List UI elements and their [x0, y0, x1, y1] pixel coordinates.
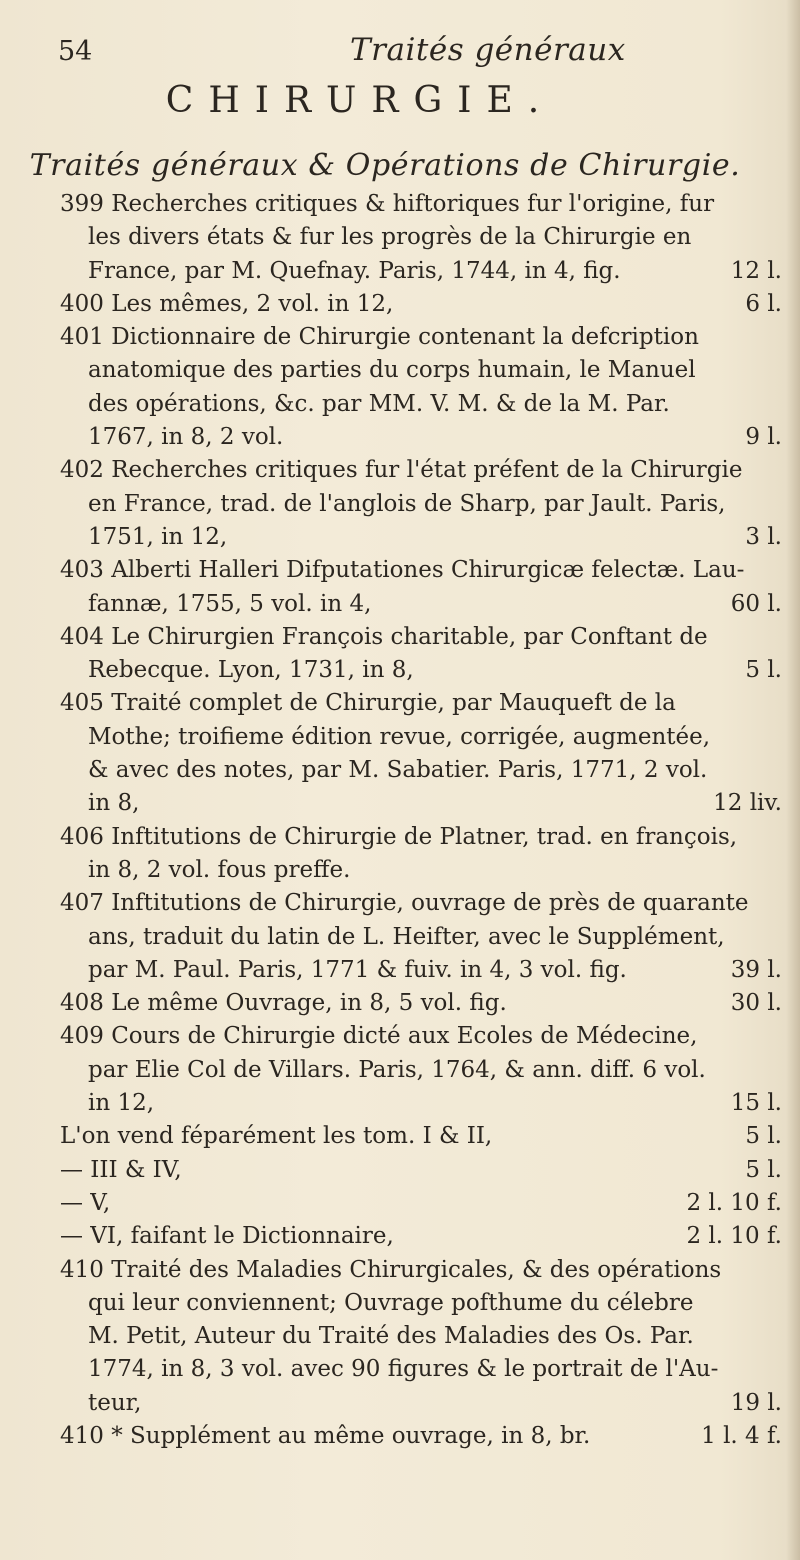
entry-text: 409 Cours de Chirurgie dicté aux Ecoles de Médecine, [60, 1023, 698, 1050]
entry-line [60, 321, 782, 354]
entry-line [60, 288, 782, 321]
entry-line [60, 554, 782, 587]
entry-text: in 8, [88, 790, 140, 817]
entry-line [60, 1353, 782, 1386]
entry-text: 405 Traité complet de Chirurgie, par Mauqueft de la [60, 690, 676, 717]
entry-text: par M. Paul. Paris, 1771 & fuiv. in 4, 3 vol. fig. [88, 956, 627, 983]
entry-text: & avec des notes, par M. Sabatier. Paris, 1771, 2 vol. [88, 757, 708, 784]
section-subtitle: Traités généraux & Opérations de Chirurgie. [29, 148, 741, 183]
entry-line [60, 354, 782, 387]
entry-line [60, 954, 782, 987]
entry-text: 401 Dictionnaire de Chirurgie contenant la defcription [60, 324, 699, 351]
entry-price: 12 l. [730, 257, 782, 284]
entry-price: 19 l. [730, 1389, 782, 1416]
entry-line [60, 588, 782, 621]
entry-line [60, 787, 782, 820]
entry-text: qui leur conviennent; Ouvrage pofthume du célebre [88, 1289, 694, 1316]
entry-text: — VI, faifant le Dictionnaire, [60, 1223, 394, 1250]
entry-text: in 12, [88, 1090, 155, 1117]
entry-text: 410 Traité des Maladies Chirurgicales, & des opérations [60, 1256, 722, 1283]
entry-text: Rebecque. Lyon, 1731, in 8, [88, 657, 414, 684]
catalogue-entries [60, 188, 782, 1453]
entry-text: M. Petit, Auteur du Traité des Maladies des Os. Par. [88, 1323, 694, 1350]
entry-price: 1 l. 4 f. [701, 1422, 782, 1449]
entry-line [60, 388, 782, 421]
entry-line [60, 488, 782, 521]
entry-text: 402 Recherches critiques fur l'état préfent de la Chirurgie [60, 457, 743, 484]
entry-text: 410 * Supplément au même ouvrage, in 8, br. [60, 1422, 591, 1449]
entry-text: 404 Le Chirurgien François charitable, par Conftant de [60, 623, 708, 650]
entry-text: 1774, in 8, 3 vol. avec 90 figures & le portrait de l'Au- [88, 1356, 719, 1383]
entry-line [60, 1154, 782, 1187]
entry-text: France, par M. Quefnay. Paris, 1744, in 4, fig. [88, 257, 621, 284]
entry-line [60, 421, 782, 454]
entry-line [60, 1287, 782, 1320]
entry-text: fannæ, 1755, 5 vol. in 4, [88, 590, 372, 617]
entry-line [60, 821, 782, 854]
entry-line [60, 854, 782, 887]
entry-text: 1767, in 8, 2 vol. [88, 424, 284, 451]
entry-text: 408 Le même Ouvrage, in 8, 5 vol. fig. [60, 990, 507, 1017]
entry-text: 407 Inftitutions de Chirurgie, ouvrage de près de quarante [60, 890, 749, 917]
entry-price: 3 l. [745, 523, 782, 550]
entry-line [60, 1320, 782, 1353]
entry-text: in 8, 2 vol. fous preffe. [88, 856, 351, 883]
entry-price: 9 l. [745, 424, 782, 451]
entry-text: 400 Les mêmes, 2 vol. in 12, [60, 290, 394, 317]
entry-line [60, 1087, 782, 1120]
entry-line [60, 654, 782, 687]
entry-price: 15 l. [730, 1090, 782, 1117]
entry-text: 403 Alberti Halleri Difputationes Chirurgicæ felectæ. Lau- [60, 557, 745, 584]
section-title: CHIRURGIE. [165, 80, 555, 121]
entry-text: ans, traduit du latin de L. Heifter, avec le Supplément, [88, 923, 725, 950]
entry-text: 399 Recherches critiques & hiftoriques fur l'origine, fur [60, 191, 715, 217]
entry-price: 60 l. [730, 590, 782, 617]
entry-text: — III & IV, [60, 1156, 182, 1183]
entry-line [60, 687, 782, 720]
page-header [58, 30, 778, 80]
running-title: Traités généraux [350, 32, 626, 68]
entry-line [60, 621, 782, 654]
entry-line [60, 1220, 782, 1253]
entry-text: teur, [88, 1389, 142, 1416]
entry-line [60, 754, 782, 787]
entry-price: 2 l. 10 f. [686, 1189, 782, 1216]
entry-text: des opérations, &c. par MM. V. M. & de la M. Par. [88, 390, 670, 417]
entry-text: L'on vend féparément les tom. I & II, [60, 1123, 493, 1150]
entry-text: par Elie Col de Villars. Paris, 1764, & ann. diff. 6 vol. [88, 1056, 706, 1083]
entry-text: 406 Inftitutions de Chirurgie de Platner, trad. en françois, [60, 823, 738, 850]
entry-line [60, 1387, 782, 1420]
entry-price: 12 liv. [713, 790, 782, 817]
entry-price: 5 l. [745, 1156, 782, 1183]
entry-price: 5 l. [745, 1123, 782, 1150]
entry-line [60, 188, 782, 221]
entry-price: 5 l. [745, 657, 782, 684]
entry-line [60, 1254, 782, 1287]
entry-price: 2 l. 10 f. [686, 1223, 782, 1250]
entry-text: Mothe; troifieme édition revue, corrigée, augmentée, [88, 723, 711, 750]
entry-line [60, 921, 782, 954]
entry-line [60, 1187, 782, 1220]
entry-line [60, 255, 782, 288]
entry-text: anatomique des parties du corps humain, le Manuel [88, 357, 696, 384]
entry-text: 1751, in 12, [88, 523, 228, 550]
entry-line [60, 1420, 782, 1453]
entry-line [60, 1054, 782, 1087]
entry-price: 6 l. [745, 290, 782, 317]
entry-text: — V, [60, 1189, 111, 1216]
entry-line [60, 721, 782, 754]
entry-line [60, 1120, 782, 1153]
entry-line [60, 887, 782, 920]
entry-price: 30 l. [730, 990, 782, 1017]
page-number: 54 [58, 36, 93, 67]
entry-line [60, 521, 782, 554]
entry-line [60, 221, 782, 254]
entry-line [60, 454, 782, 487]
entry-line [60, 1020, 782, 1053]
entry-price: 39 l. [730, 956, 782, 983]
page-edge-shadow [786, 0, 800, 1560]
entry-text: en France, trad. de l'anglois de Sharp, par Jault. Paris, [88, 490, 726, 517]
entry-text: les divers états & fur les progrès de la Chirurgie en [88, 224, 692, 251]
entry-line [60, 987, 782, 1020]
